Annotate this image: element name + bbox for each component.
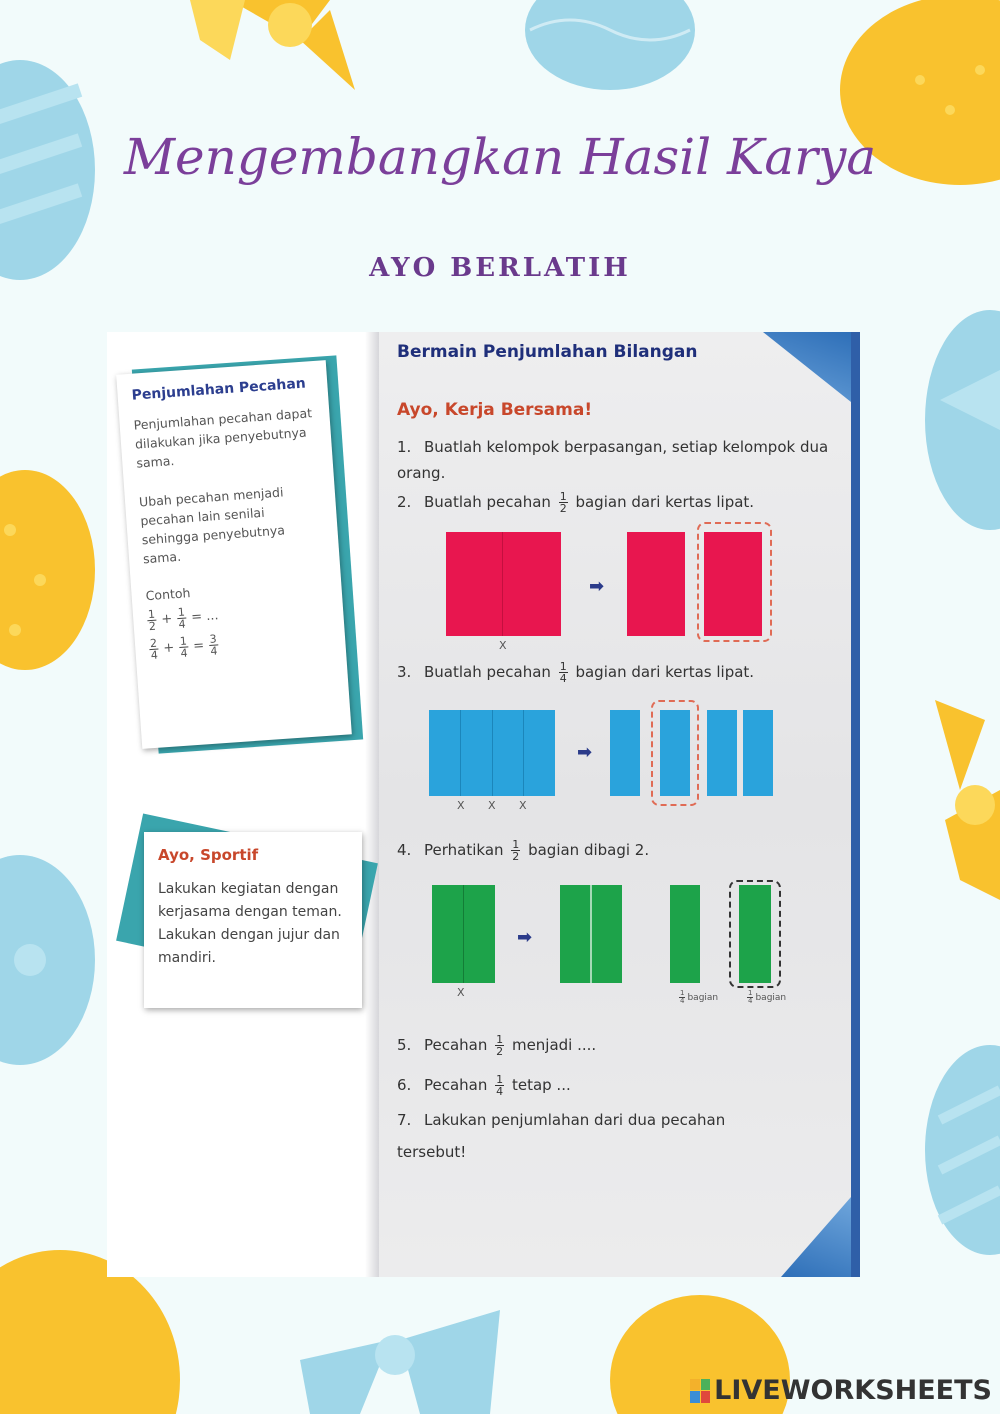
note-heading: Penjumlahan Pecahan — [131, 375, 307, 404]
red-paper-whole — [446, 532, 561, 636]
blue-quarter-2 — [660, 710, 690, 796]
arrow-icon: ➡ — [589, 576, 605, 597]
green-quarter-1 — [670, 885, 700, 983]
blue-quarter-1 — [610, 710, 640, 796]
blue-quarter-3 — [707, 710, 737, 796]
page-edge — [851, 332, 860, 1277]
page-subtitle: AYO BERLATIH — [369, 253, 631, 283]
red-half-2 — [704, 532, 762, 636]
note-paragraph-1: Penjumlahan pecahan dapat dilakukan jika penyebutnya sama. — [133, 405, 313, 471]
blue-quarter-4 — [743, 710, 773, 796]
cross-mark: X — [457, 986, 465, 999]
page-title: Mengembangkan Hasil Karya — [123, 128, 877, 186]
cross-mark: X — [457, 799, 465, 812]
step-2: 2. Buatlah pecahan $\frac{1}{2}$ bagian dari kertas lipat. — [397, 490, 755, 515]
section-title: Bermain Penjumlahan Bilangan — [397, 342, 698, 362]
step-5: 5. Pecahan $\frac{1}{2}$ menjadi .... — [397, 1033, 597, 1058]
section-subtitle: Ayo, Kerja Bersama! — [397, 400, 593, 420]
label-quarter-2: $\frac{1}{4}$ bagian — [748, 989, 787, 1005]
green-paper-whole — [432, 885, 495, 983]
cross-mark: X — [499, 639, 507, 652]
note-ayo-sportif — [144, 832, 362, 1008]
arrow-icon: ➡ — [577, 742, 593, 763]
textbook-page — [107, 332, 860, 1277]
step-7: 7. Lakukan penjumlahan dari dua pecahan tersebut! — [397, 1111, 726, 1161]
green-half-split — [560, 885, 622, 983]
step-6: 6. Pecahan $\frac{1}{4}$ tetap ... — [397, 1073, 571, 1098]
step-1: 1. Buatlah kelompok berpasangan, setiap kelompok dua orang. — [397, 438, 829, 482]
page-fold-shadow — [365, 332, 379, 1277]
note-paragraph-2: Ubah pecahan menjadi pecahan lain senilai sehingga penyebutnya sama. — [138, 484, 286, 567]
liveworksheets-logo — [690, 1375, 992, 1406]
example-equation-1: $\frac{1}{2}$ + $\frac{1}{4}$ = ... — [147, 605, 220, 634]
green-quarter-2 — [739, 885, 771, 983]
example-equation-2: $\frac{2}{4}$ + $\frac{1}{4}$ = $\frac{3}{4}$ — [149, 632, 218, 663]
note-text: Lakukan kegiatan dengan kerjasama dengan teman. Lakukan dengan jujur dan mandiri. — [158, 881, 342, 966]
step-3: 3. Buatlah pecahan $\frac{1}{4}$ bagian dari kertas lipat. — [397, 660, 755, 685]
note-penjumlahan-pecahan — [116, 360, 352, 749]
step-4: 4. Perhatikan $\frac{1}{2}$ bagian dibagi 2. — [397, 838, 650, 863]
label-quarter-1: $\frac{1}{4}$ bagian — [680, 989, 719, 1005]
blue-paper-whole — [429, 710, 555, 796]
cross-mark: X — [519, 799, 527, 812]
brand-text: LIVEWORKSHEETS — [714, 1375, 992, 1406]
cross-mark: X — [488, 799, 496, 812]
contoh-label: Contoh — [145, 585, 191, 604]
arrow-icon: ➡ — [517, 927, 533, 948]
logo-icon — [690, 1379, 710, 1403]
note-heading: Ayo, Sportif — [158, 846, 259, 864]
red-half-1 — [627, 532, 685, 636]
